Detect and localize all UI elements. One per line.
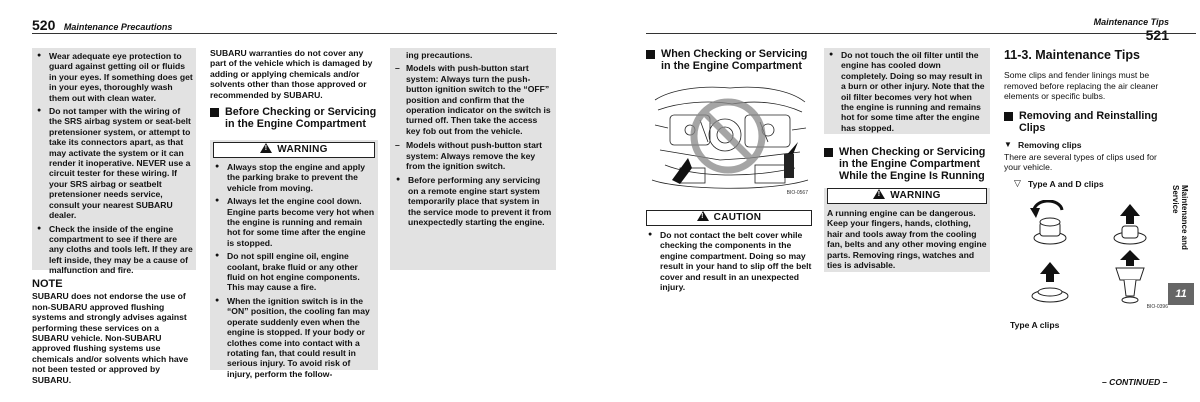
left-header-title: Maintenance Precautions (63, 22, 173, 32)
right-col2-shaded-bottom (824, 188, 990, 272)
list-item: ● Do not contact the belt cover while checking the components in the engine compartment. Doing so may result in your hand to slip off the belt cover and result in an unexpected injury. (646, 230, 812, 292)
side-chapter-label: Maintenance and Service (1171, 185, 1189, 250)
warning-label: WARNING (277, 144, 328, 155)
right-col3 (1004, 50, 1172, 191)
right-header-rule (646, 33, 1196, 34)
col3-bullets (394, 175, 552, 227)
left-page-header (32, 17, 172, 33)
figure-tag: BIO-0567 (786, 190, 808, 196)
oil-filter-bullets (827, 50, 987, 133)
section-intro: Some clips and fender linings must be removed before replacing the air cleaner elements or specific bulbs. (1004, 70, 1159, 102)
right-col2-shaded-top (824, 48, 990, 134)
list-item: ● Always stop the engine and apply the parking brake to prevent the vehicle from moving. (213, 162, 375, 193)
checking-heading: When Checking or Servicing in the Engine Compartment (646, 48, 812, 72)
right-page (600, 0, 1200, 402)
figure-tag: BIO-0396 (1146, 304, 1168, 310)
left-col1-bullets (35, 51, 193, 276)
left-col2-shaded (210, 140, 378, 379)
clip-removal-illustration (1012, 200, 1172, 312)
note-title: NOTE (32, 278, 63, 290)
section-title: 11-3. Maintenance Tips (1004, 48, 1140, 62)
right-col1 (646, 48, 812, 78)
removing-clips-text: There are several types of clips used for your vehicle. (1004, 152, 1157, 173)
figure-caption: Type A clips (1010, 320, 1060, 330)
list-item: ● Before performing any servicing on a remote engine start system temporarily place that system in the service mode to prevent it from unexpectedly starting the engine. (394, 175, 552, 227)
caution-bullets (646, 230, 812, 292)
caution-label: CAUTION (713, 212, 762, 223)
warning-label-right: WARNING (890, 190, 941, 201)
running-heading-block (824, 146, 990, 182)
engine-compartment-illustration (650, 80, 810, 198)
list-item: ● When the ignition switch is in the “ON” position, the cooling fan may operate suddenly even when the engine is stopped. If your body or clothes come into contact with a rotating fan, that could result in serious injury. To avoid risk of injury, perform the follow- (213, 296, 375, 379)
caution-box (646, 210, 812, 226)
left-col3-shaded (390, 48, 556, 270)
caution-section (646, 208, 812, 295)
list-item: ● Check the inside of the engine compartment to see if there are any cloths and tools left. If they are left inside, they may be a cause of malfunction and fire. (35, 224, 193, 276)
col3-dash-list (394, 63, 552, 171)
right-page-header (1072, 17, 1169, 43)
note-block (32, 279, 198, 385)
clips-heading: Removing and Reinstalling Clips (1004, 110, 1172, 134)
type-ad-heading: ▽ Type A and D clips (1014, 179, 1172, 189)
left-col1-shaded (32, 48, 196, 276)
warning-triangle-icon: ! (873, 189, 885, 199)
warning-box (213, 142, 375, 158)
before-checking-heading: Before Checking or Servicing in the Engine Compartment (210, 106, 378, 130)
warning-triangle-icon: ! (260, 143, 272, 153)
col3-lead: ing precautions. (406, 50, 473, 60)
note-text: SUBARU does not endorse the use of non-SUBARU approved flushing systems and strongly advises against performing these services on a SUBARU vehicle. Non-SUBARU approved flushing systems use chemicals and/or solvents which have not been tested or approved by SUBARU. (32, 291, 189, 385)
list-item: ● Wear adequate eye protection to guard against getting oil or fluids in your eyes. If something does get in your eyes, thoroughly wash them out with clean water. (35, 51, 193, 103)
chapter-tab: 11 (1168, 283, 1194, 305)
left-col2-bullets (213, 162, 375, 379)
list-item: ● Do not spill engine oil, engine coolant, brake fluid or any other fluid on hot engine components. This may cause a fire. (213, 251, 375, 293)
list-item: – Models with push-button start system: Always turn the push-button ignition switch to the “OFF” position and confirm that the operation indicator on the switch is turned off. Then take the access key fob out from the vehicle. (394, 63, 552, 136)
list-item: ● Do not tamper with the wiring of the SRS airbag system or seat-belt pretensioner system, or attempt to take its connectors apart, as that may activate the system or it can render it inoperative. NEVER use a circuit tester for these wiring. If your SRS airbag or seatbelt pretensioner needs service, consult your nearest SUBARU dealer. (35, 106, 193, 220)
caution-triangle-icon: ! (697, 211, 709, 221)
warning-box-right (827, 188, 987, 204)
left-page-number: 520 (32, 17, 56, 33)
list-item: ● Do not touch the oil filter until the engine has cooled down completely. Doing so may result in a burn or other injury. Note that the oil filter becomes very hot when the engine is running and remains hot for some time after the engine has stopped. (827, 50, 987, 133)
running-warning-text: A running engine can be dangerous. Keep your fingers, hands, clothing, hair and tools away from the cooling fan, belts and any other moving engine parts. Removing rings, watches and ties is advisable. (827, 208, 987, 271)
removing-clips-heading: ▼ Removing clips (1004, 140, 1172, 150)
left-header-rule (32, 33, 557, 34)
running-heading: When Checking or Servicing in the Engine Compartment While the Engine Is Running (824, 146, 990, 182)
clips-figure (1012, 200, 1172, 312)
right-page-number: 521 (1145, 27, 1169, 43)
warranty-text: SUBARU warranties do not cover any part of the vehicle which is damaged by adding or applying chemicals and/or solvents other than those approved or recommended by SUBARU. (210, 48, 373, 100)
engine-figure (650, 80, 810, 198)
right-header-title: Maintenance Tips (1093, 17, 1169, 27)
continued-label: – CONTINUED – (1102, 377, 1168, 387)
list-item: ● Always let the engine cool down. Engine parts become very hot when the engine is running and remain hot for some time after the engine is stopped. (213, 196, 375, 248)
list-item: – Models without push-button start system: Always remove the key from the ignition switch. (394, 140, 552, 171)
left-col2 (210, 48, 378, 136)
